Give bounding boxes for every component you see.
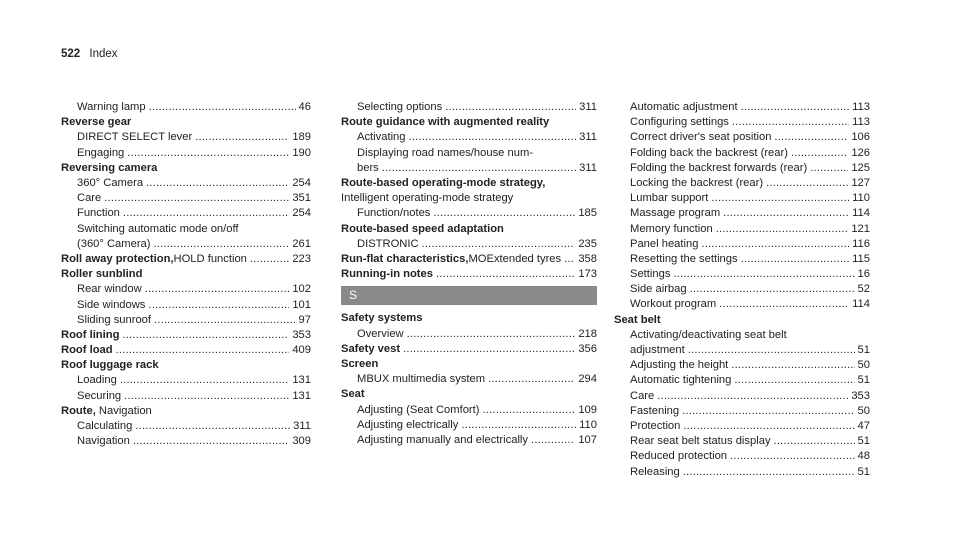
- leader-dots: [716, 222, 849, 237]
- index-entry: [614, 191, 870, 206]
- leader-dots: [382, 161, 576, 176]
- index-entry-text: Protection: [630, 419, 681, 432]
- index-heading: Roller sunblind: [61, 268, 143, 281]
- index-heading-row: [61, 343, 311, 358]
- index-heading: Running-in notes: [341, 268, 433, 281]
- index-entry-text: DIRECT SELECT lever: [77, 131, 193, 144]
- index-line: [630, 252, 870, 267]
- page-ref: 351: [292, 192, 311, 205]
- page-ref: 309: [292, 435, 311, 448]
- index-entry-text: (360° Camera): [77, 237, 151, 250]
- page-ref: 409: [292, 344, 311, 357]
- index-line: [357, 433, 597, 448]
- index-line: [630, 465, 870, 480]
- index-entry: [614, 282, 870, 297]
- index-entry: [61, 146, 311, 161]
- index-line: [341, 342, 597, 357]
- index-entry: [614, 373, 870, 388]
- index-entry: [61, 100, 311, 115]
- leader-dots: [791, 146, 848, 161]
- leader-dots: [711, 191, 849, 206]
- page-number: 522: [61, 48, 81, 60]
- index-line: [630, 237, 870, 252]
- index-entry: [614, 389, 870, 404]
- index-line: [630, 100, 870, 115]
- index-line: [630, 191, 870, 206]
- index-entry-text: Selecting options: [357, 101, 443, 113]
- index-entry: [614, 130, 870, 145]
- index-entry-text: Loading: [77, 374, 117, 387]
- page-ref: 48: [857, 450, 870, 463]
- leader-dots: [701, 237, 849, 252]
- index-entry: [61, 206, 311, 221]
- index-line: [630, 176, 870, 191]
- leader-dots: [683, 465, 855, 480]
- index-entry-text: Adjusting (Seat Comfort): [357, 403, 480, 416]
- leader-dots: [146, 176, 289, 191]
- index-heading: Safety vest: [341, 342, 401, 355]
- page-ref: 109: [578, 403, 597, 416]
- leader-dots: [445, 100, 576, 115]
- leader-dots: [531, 433, 575, 448]
- page-ref: 16: [857, 268, 870, 281]
- leader-dots: [124, 389, 289, 404]
- index-column-1: [61, 100, 311, 449]
- index-heading-suffix: Navigation: [95, 404, 152, 417]
- index-entry-text: bers: [357, 161, 379, 174]
- index-entry-text: Locking the backrest (rear): [630, 176, 764, 189]
- index-entry: [61, 373, 311, 388]
- index-column-3: [614, 100, 870, 480]
- page-ref: 254: [292, 176, 311, 189]
- index-heading: Reverse gear: [61, 116, 132, 129]
- index-line: [77, 206, 311, 221]
- page-ref: 185: [578, 207, 597, 220]
- page-ref: 110: [852, 192, 870, 205]
- leader-dots: [741, 100, 850, 115]
- page-ref: 101: [292, 298, 311, 311]
- index-heading: Safety systems: [341, 312, 423, 325]
- leader-dots: [116, 343, 290, 358]
- leader-dots: [120, 373, 290, 388]
- index-entry: [341, 372, 597, 387]
- leader-dots: [690, 282, 855, 297]
- index-entry: [341, 327, 597, 342]
- index-entry-text: Rear seat belt status display: [630, 435, 771, 448]
- index-entry: [614, 328, 870, 358]
- index-heading: Seat: [341, 388, 365, 401]
- page-ref: 311: [293, 420, 311, 433]
- leader-dots: [407, 327, 576, 342]
- index-line: [630, 206, 870, 221]
- index-line: [630, 115, 870, 130]
- page-ref: 131: [292, 374, 311, 387]
- page-ref: 51: [857, 435, 870, 448]
- leader-dots: [774, 130, 848, 145]
- index-line: [357, 327, 597, 342]
- index-entry: [614, 222, 870, 237]
- leader-dots: [403, 342, 575, 357]
- index-entry: [61, 419, 311, 434]
- index-line: [77, 237, 311, 252]
- index-entry-text: Function/notes: [357, 207, 431, 220]
- page-ref: 173: [578, 268, 597, 281]
- index-entry-text: Fastening: [630, 404, 680, 417]
- index-line: [357, 130, 597, 145]
- index-entry-text: Adjusting electrically: [357, 418, 459, 431]
- index-heading-row: [341, 342, 597, 357]
- index-entry: [614, 146, 870, 161]
- index-heading-row: [61, 404, 311, 419]
- leader-dots: [734, 373, 854, 388]
- leader-dots: [123, 206, 289, 221]
- index-entry: [61, 298, 311, 313]
- index-heading-suffix: MOExtended tyres: [468, 252, 562, 265]
- page-ref: 127: [851, 176, 870, 189]
- index-line: [61, 252, 311, 267]
- index-heading: Run-flat characteristics,: [341, 252, 469, 265]
- leader-dots: [810, 161, 848, 176]
- index-heading: Route-based speed adaptation: [341, 222, 504, 235]
- index-entry-text: Settings: [630, 268, 671, 281]
- leader-dots: [774, 434, 855, 449]
- page-ref: 114: [852, 298, 870, 311]
- index-entry-text: Folding back the backrest (rear): [630, 146, 788, 159]
- page-header: [61, 48, 118, 60]
- index-line: [77, 130, 311, 145]
- page-ref: 311: [579, 161, 597, 174]
- index-entry: [614, 358, 870, 373]
- index-entry: [341, 403, 597, 418]
- index-line: [77, 434, 311, 449]
- index-entry-text: Adjusting the height: [630, 359, 729, 372]
- leader-dots: [154, 313, 296, 328]
- index-heading: Screen: [341, 357, 379, 370]
- index-entry-text: Activating: [357, 131, 406, 144]
- index-entry-text: Securing: [77, 389, 122, 402]
- index-line: [77, 191, 311, 206]
- leader-dots: [657, 389, 848, 404]
- index-entry-text: adjustment: [630, 344, 685, 357]
- page-ref: 51: [857, 465, 870, 478]
- index-entry: [341, 130, 597, 145]
- index-entry-text: Configuring settings: [630, 116, 729, 129]
- leader-dots: [564, 252, 575, 267]
- index-entry: [61, 389, 311, 404]
- index-entry-text: Releasing: [630, 465, 680, 478]
- index-entry-text: Switching automatic mode on/off: [77, 222, 239, 235]
- index-entry: [614, 237, 870, 252]
- index-entry-text: Side airbag: [630, 283, 687, 296]
- index-entry: [61, 222, 311, 252]
- index-entry-text: Calculating: [77, 420, 133, 433]
- index-entry: [61, 282, 311, 297]
- page-ref: 356: [578, 342, 597, 355]
- index-line: [61, 343, 311, 358]
- index-entry: [614, 465, 870, 480]
- index-entry-text: Panel heating: [630, 237, 699, 250]
- index-line: [630, 267, 870, 282]
- page-ref: 114: [852, 207, 870, 220]
- index-line: [357, 237, 597, 252]
- index-entry-text: Overview: [357, 327, 404, 340]
- index-entry-text: Massage program: [630, 207, 721, 220]
- index-entry-text: MBUX multimedia system: [357, 373, 486, 386]
- index-line: [357, 418, 597, 433]
- index-entry-text: Sliding sunroof: [77, 313, 152, 326]
- index-entry-text: Folding the backrest forwards (rear): [630, 161, 808, 174]
- leader-dots: [488, 372, 575, 387]
- index-heading: Reversing camera: [61, 161, 158, 174]
- index-heading-row: [341, 267, 597, 282]
- index-line: [630, 343, 870, 358]
- page-ref: 294: [578, 373, 597, 386]
- index-entry-text: Function: [77, 207, 120, 220]
- index-entry: [614, 434, 870, 449]
- index-heading: Route,: [61, 404, 96, 417]
- page-title: Index: [89, 48, 118, 60]
- index-entry: [341, 237, 597, 252]
- index-heading: Route-based operating-mode strategy,: [341, 176, 546, 189]
- leader-dots: [409, 130, 577, 145]
- page-ref: 223: [292, 252, 311, 265]
- index-entry-text: Automatic adjustment: [630, 101, 738, 113]
- index-heading: Route guidance with augmented reality: [341, 116, 550, 129]
- index-column-2: [341, 100, 597, 448]
- index-line: [630, 297, 870, 312]
- index-line: [630, 161, 870, 176]
- index-line: [357, 206, 597, 221]
- index-line: [630, 449, 870, 464]
- index-entry-text: Reduced protection: [630, 450, 728, 463]
- leader-dots: [682, 404, 854, 419]
- page-ref: 52: [857, 283, 870, 296]
- index-entry-text: Correct driver's seat position: [630, 131, 772, 144]
- index-line: [357, 403, 597, 418]
- index-entry: [614, 297, 870, 312]
- page-ref: 106: [851, 131, 870, 144]
- leader-dots: [436, 267, 575, 282]
- index-entry: [61, 313, 311, 328]
- index-entry-text: Rear window: [77, 283, 142, 296]
- leader-dots: [719, 297, 849, 312]
- leader-dots: [154, 237, 290, 252]
- index-entry-text: Navigation: [77, 435, 130, 448]
- index-line: [630, 434, 870, 449]
- index-entry-text: Adjusting manually and electrically: [357, 433, 529, 446]
- index-line: [77, 389, 311, 404]
- page-ref: 218: [578, 327, 597, 340]
- index-line: [77, 282, 311, 297]
- index-entry-text: Resetting the settings: [630, 252, 738, 265]
- index-heading: Roof lining: [61, 328, 120, 341]
- leader-dots: [422, 237, 576, 252]
- page-ref: 47: [857, 419, 870, 432]
- index-entry: [341, 418, 597, 433]
- page-ref: 51: [857, 344, 870, 357]
- page-ref: 97: [298, 313, 311, 326]
- index-entry-text: Side windows: [77, 298, 146, 311]
- leader-dots: [122, 328, 289, 343]
- page-ref: 189: [292, 131, 311, 144]
- index-heading: Roof luggage rack: [61, 359, 159, 372]
- index-entry-text: Care: [630, 389, 655, 402]
- page-ref: 311: [579, 101, 597, 113]
- index-subheading: Intelligent operating-mode strategy: [341, 192, 514, 205]
- index-line: [77, 313, 311, 328]
- leader-dots: [732, 115, 849, 130]
- index-line: [77, 100, 311, 115]
- index-entry: [614, 252, 870, 267]
- index-entry-text: DISTRONIC: [357, 237, 419, 250]
- index-entry: [61, 434, 311, 449]
- index-entry: [614, 404, 870, 419]
- leader-dots: [766, 176, 848, 191]
- index-entry-text: Warning lamp: [77, 101, 146, 113]
- index-entry: [614, 115, 870, 130]
- leader-dots: [741, 252, 850, 267]
- leader-dots: [133, 434, 289, 449]
- index-entry-text: Lumbar support: [630, 192, 709, 205]
- index-line: [630, 404, 870, 419]
- page-ref: 121: [851, 222, 870, 235]
- index-entry: [341, 146, 597, 176]
- index-entry: [61, 130, 311, 145]
- index-line: [630, 282, 870, 297]
- index-line: [630, 358, 870, 373]
- page-ref: 353: [851, 389, 870, 402]
- page-ref: 131: [292, 389, 311, 402]
- leader-dots: [461, 418, 576, 433]
- index-line: [341, 252, 597, 267]
- index-heading-row: [341, 252, 597, 267]
- index-entry: [614, 161, 870, 176]
- leader-dots: [104, 191, 289, 206]
- page-ref: 254: [292, 207, 311, 220]
- index-entry: [614, 449, 870, 464]
- leader-dots: [149, 100, 296, 115]
- index-entry-text: Memory function: [630, 222, 713, 235]
- page-ref: 125: [851, 161, 870, 174]
- index-line: [77, 419, 311, 434]
- page-ref: 102: [292, 283, 311, 296]
- page-ref: 113: [852, 101, 870, 113]
- index-entry: [614, 419, 870, 434]
- index-entry: [614, 100, 870, 115]
- page-ref: 51: [857, 374, 870, 387]
- leader-dots: [730, 449, 855, 464]
- page-ref: 50: [857, 404, 870, 417]
- index-line: [77, 176, 311, 191]
- index-line: [357, 161, 597, 176]
- index-line: [630, 419, 870, 434]
- index-entry-text: Activating/deactivating seat belt: [630, 328, 787, 341]
- index-line: [77, 298, 311, 313]
- index-heading-suffix: HOLD function: [173, 252, 247, 265]
- index-line: [630, 130, 870, 145]
- page-ref: 261: [292, 237, 311, 250]
- index-line: [357, 100, 597, 115]
- index-line: [77, 373, 311, 388]
- index-heading: Seat belt: [614, 313, 661, 326]
- leader-dots: [673, 267, 854, 282]
- index-entry: [341, 206, 597, 221]
- index-line: [630, 222, 870, 237]
- leader-dots: [731, 358, 854, 373]
- index-entry: [341, 100, 597, 115]
- index-entry: [614, 267, 870, 282]
- leader-dots: [483, 403, 576, 418]
- index-entry: [61, 176, 311, 191]
- leader-dots: [135, 419, 290, 434]
- index-entry-text: Care: [77, 192, 102, 205]
- page-ref: 50: [857, 359, 870, 372]
- index-entry: [61, 191, 311, 206]
- index-entry-text: Workout program: [630, 298, 717, 311]
- index-line: [630, 389, 870, 404]
- index-entry-text: Engaging: [77, 146, 125, 159]
- page-ref: 107: [578, 433, 597, 446]
- page-ref: 126: [851, 146, 870, 159]
- leader-dots: [723, 206, 849, 221]
- leader-dots: [127, 146, 289, 161]
- page-ref: 116: [852, 237, 870, 250]
- leader-dots: [195, 130, 289, 145]
- index-line: [61, 328, 311, 343]
- page-ref: 311: [579, 131, 597, 144]
- index-line: [357, 372, 597, 387]
- leader-dots: [145, 282, 290, 297]
- index-entry: [614, 176, 870, 191]
- leader-dots: [688, 343, 855, 358]
- index-entry-text: 360° Camera: [77, 176, 144, 189]
- index-entry: [341, 433, 597, 448]
- leader-dots: [148, 298, 289, 313]
- index-heading: Roll away protection,: [61, 252, 174, 265]
- index-heading-row: [61, 328, 311, 343]
- page-ref: 46: [298, 101, 311, 113]
- page-ref: 110: [579, 418, 597, 431]
- leader-dots: [250, 252, 289, 267]
- page-ref: 113: [852, 116, 870, 129]
- leader-dots: [683, 419, 854, 434]
- index-entry-text: Displaying road names/house num-: [357, 146, 533, 159]
- index-line: [77, 146, 311, 161]
- index-entry: [614, 206, 870, 221]
- index-heading-row: [61, 252, 311, 267]
- index-line: [630, 146, 870, 161]
- index-entry-text: Automatic tightening: [630, 374, 732, 387]
- section-letter: S: [341, 286, 597, 305]
- page-ref: 353: [292, 328, 311, 341]
- page-ref: 115: [852, 252, 870, 265]
- page-ref: 358: [578, 252, 597, 265]
- index-heading: Roof load: [61, 344, 113, 357]
- leader-dots: [433, 206, 575, 221]
- page-ref: 235: [578, 237, 597, 250]
- page-ref: 190: [292, 146, 311, 159]
- index-line: [630, 373, 870, 388]
- index-line: [341, 267, 597, 282]
